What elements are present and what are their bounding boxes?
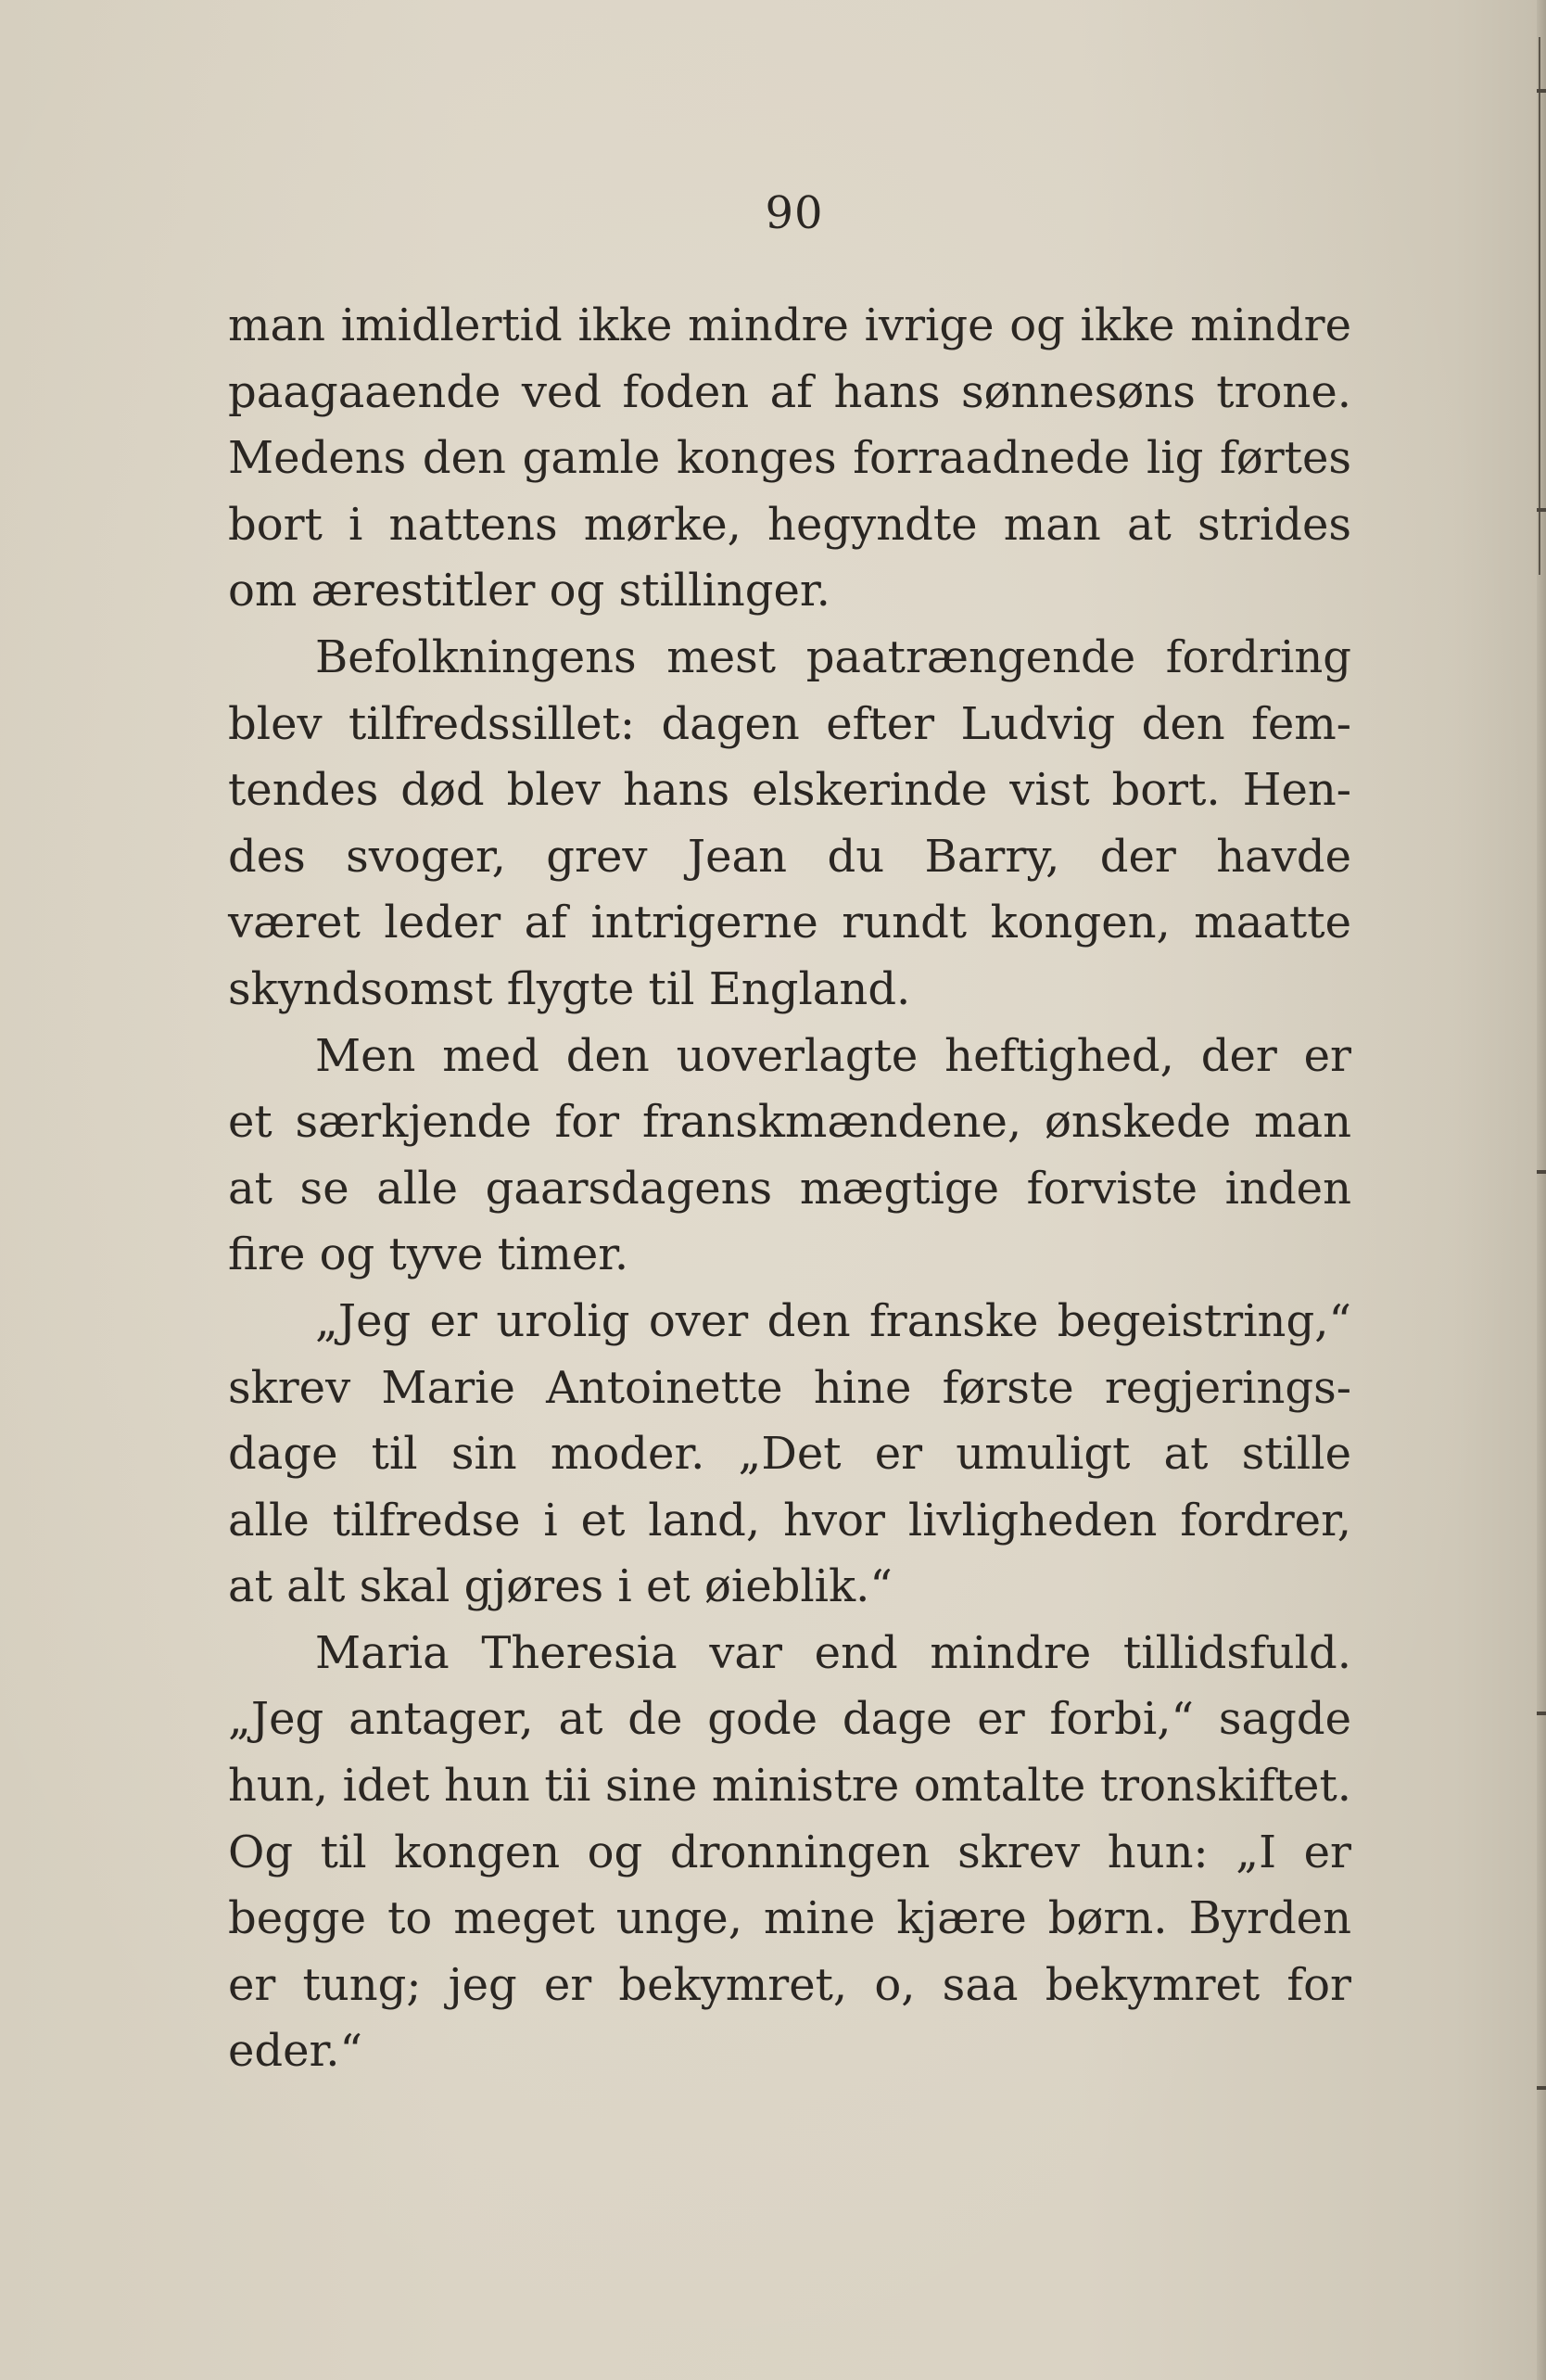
text-line: om ærestitler og stillinger.	[228, 565, 830, 617]
body-text	[228, 293, 1351, 2085]
text-line: paagaaende ved foden af hans sønnesøns trone.	[228, 365, 1351, 418]
text-line: at alt skal gjøres i et øieblik.“	[228, 1560, 893, 1613]
page-edge	[1537, 0, 1546, 2380]
text-line: bort i nattens mørke, hegyndte man at strides	[228, 498, 1351, 551]
text-line: eder.“	[228, 2025, 363, 2078]
text-line: alle tilfredse i et land, hvor livligheden fordrer,	[228, 1494, 1351, 1546]
text-line: hun, idet hun tii sine ministre omtalte tronskiftet.	[228, 1760, 1351, 1813]
text-line: dage til sin moder. „Det er umuligt at stille	[228, 1428, 1351, 1481]
edge-mark	[1537, 2086, 1546, 2090]
edge-mark	[1537, 89, 1546, 93]
text-line: man imidlertid ikke mindre ivrige og ikke mindre	[228, 299, 1351, 351]
text-line: blev tilfredssillet: dagen efter Ludvig den fem-	[228, 697, 1351, 750]
text-line: fire og tyve timer.	[228, 1228, 629, 1281]
text-line: er tung; jeg er bekymret, o, saa bekymret for	[228, 1958, 1351, 2011]
page-number: 90	[765, 187, 824, 239]
page-edge-shadow-line	[1539, 37, 1540, 575]
paragraph-first-line: „Jeg er urolig over den franske begeistring,“	[315, 1294, 1351, 1347]
text-line: et særkjende for franskmændene, ønskede man	[228, 1096, 1351, 1149]
edge-mark	[1537, 508, 1546, 512]
paragraph-first-line: Befolkningens mest paatrængende fordring	[315, 630, 1351, 683]
paragraph-first-line: Maria Theresia var end mindre tillidsfuld.	[315, 1626, 1351, 1679]
text-line: skyndsomst flygte til England.	[228, 962, 911, 1015]
text-line: „Jeg antager, at de gode dage er forbi,“ sagde	[228, 1693, 1351, 1746]
edge-mark	[1537, 1712, 1546, 1715]
text-line: begge to meget unge, mine kjære børn. Byrden	[228, 1892, 1351, 1945]
text-line: skrev Marie Antoinette hine første regjerings-	[228, 1361, 1351, 1414]
text-line: tendes død blev hans elskerinde vist bort. Hen-	[228, 764, 1351, 817]
text-line: Og til kongen og dronningen skrev hun: „I er	[228, 1826, 1351, 1878]
text-line: Medens den gamle konges forraadnede lig førtes	[228, 432, 1351, 485]
text-line: des svoger, grev Jean du Barry, der havde	[228, 830, 1351, 883]
edge-mark	[1537, 1170, 1546, 1174]
text-line: at se alle gaarsdagens mægtige forviste inden	[228, 1162, 1351, 1215]
text-line: været leder af intrigerne rundt kongen, maatte	[228, 897, 1351, 949]
paragraph-first-line: Men med den uoverlagte heftighed, der er	[315, 1029, 1351, 1082]
